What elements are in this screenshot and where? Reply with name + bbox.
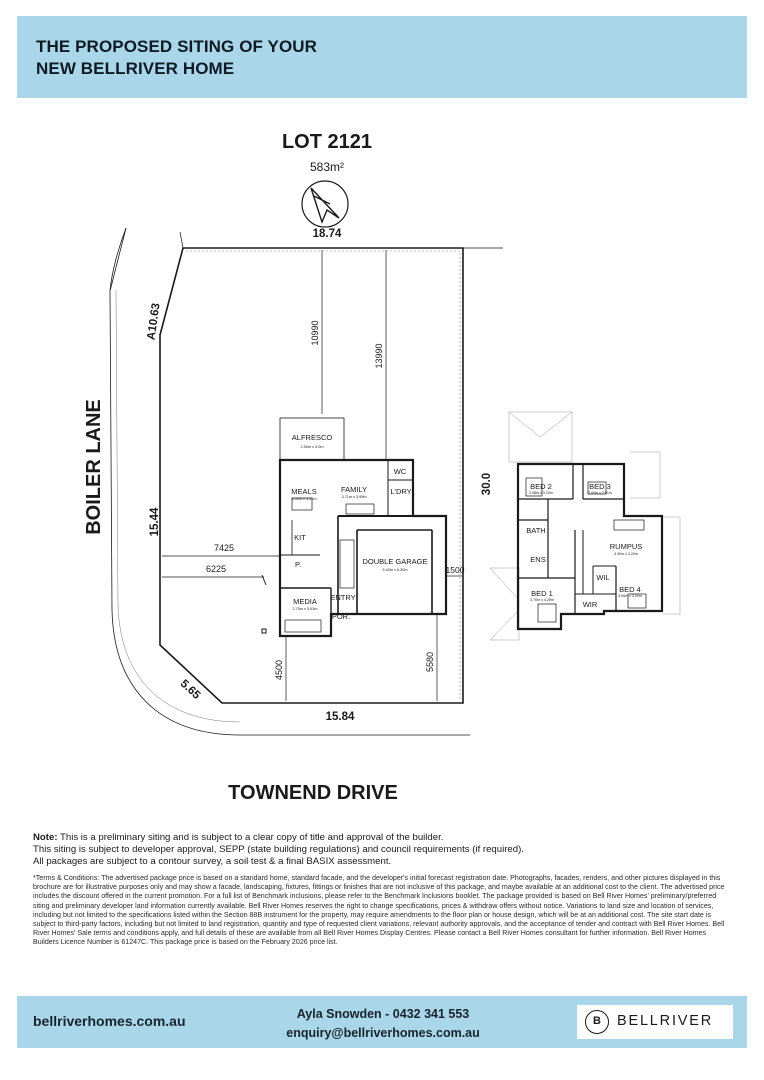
room-double-garage: DOUBLE GARAGE <box>362 557 428 566</box>
setback-front-1: 4500 <box>274 659 284 681</box>
footer-website-link[interactable]: bellriverhomes.com.au <box>33 1013 186 1029</box>
room-bed4-size: 3.00m x 3.00m <box>618 594 642 598</box>
note-line-2: This siting is subject to developer approval, SEPP (state building regulations) and council requirements (if required). <box>33 844 524 855</box>
footer-contact <box>263 1005 503 1043</box>
room-bed1: BED 1 <box>531 589 553 598</box>
room-por: POR. <box>331 612 351 621</box>
header-band <box>17 16 747 98</box>
room-alfresco-size: 2.50m x 3.0m <box>300 445 324 449</box>
logo-mark-icon: B <box>585 1010 609 1034</box>
room-bed4: BED 4 <box>619 585 641 594</box>
note-text: This is a preliminary siting and is subject to a clear copy of title and approval of the builder. <box>57 832 444 843</box>
note-label: Note: <box>33 832 58 843</box>
setback-rear-2: 13990 <box>374 343 384 369</box>
room-pantry: P. <box>294 560 302 569</box>
room-media: MEDIA <box>293 597 317 606</box>
setback-side-1: 7425 <box>213 543 235 553</box>
room-media-size: 2.70m x 3.53m <box>292 607 318 611</box>
room-entry: ENTRY <box>330 593 356 602</box>
room-rumpus-size: 4.40m x 3.20m <box>614 552 638 556</box>
dim-bottom: 15.84 <box>325 711 355 723</box>
contact-name-phone[interactable]: Ayla Snowden - 0432 341 553 <box>296 1007 470 1021</box>
logo-text: BELLRIVER <box>617 1013 713 1029</box>
footer-band <box>17 996 747 1048</box>
room-ens: ENS <box>530 555 546 564</box>
lot-boundary <box>160 248 463 703</box>
dim-top: 18.74 <box>312 228 342 240</box>
setback-front-2: 5580 <box>425 651 435 673</box>
lot-title: LOT 2121 <box>281 131 373 153</box>
room-bed3-size: 3.00m x 2.91m <box>588 491 612 495</box>
room-bed2: BED 2 <box>530 482 552 491</box>
street-boiler-lane: BOILER LANE <box>83 399 105 535</box>
lot-area: 583m² <box>309 160 345 174</box>
note-line-1 <box>33 832 733 844</box>
room-rumpus: RUMPUS <box>609 542 643 551</box>
north-arrow-icon <box>302 181 348 227</box>
title-line-2: NEW BELLRIVER HOME <box>36 59 235 78</box>
room-ldry: L'DRY <box>390 487 412 496</box>
room-alfresco: ALFRESCO <box>291 433 333 442</box>
room-bed3: BED 3 <box>589 482 611 491</box>
note-line-3: All packages are subject to a contour survey, a soil test & a final BASIX assessment. <box>33 856 392 867</box>
room-meals-size: 3.00m x 3.51m <box>291 497 317 501</box>
room-bath: BATH <box>526 526 546 535</box>
dim-right: 30.0 <box>481 472 493 496</box>
room-kit: KIT <box>294 533 306 542</box>
neighbour-line-top <box>180 232 183 248</box>
lot-boundary-hatch <box>186 251 460 700</box>
room-family: FAMILY <box>340 485 368 494</box>
setback-rear-1: 10990 <box>310 320 320 346</box>
page-title <box>36 36 317 80</box>
street-townend-drive: TOWNEND DRIVE <box>228 782 398 804</box>
setback-side-2: 6225 <box>205 564 227 574</box>
room-bed2-size: 2.98m x 3.20m <box>529 491 553 495</box>
bellriver-logo <box>577 1005 733 1039</box>
dim-left-upper: A10.63 <box>145 302 163 341</box>
dim-left-lower: 15.44 <box>149 507 161 537</box>
room-bed1-size: 3.70m x 4.29m <box>530 598 554 602</box>
title-line-1: THE PROPOSED SITING OF YOUR <box>36 37 318 56</box>
ground-floor-plan <box>262 418 446 636</box>
room-wir: WIR <box>582 600 598 609</box>
terms-and-conditions: *Terms & Conditions: The advertised package price is based on a standard home, standard facade, and the developer's initial forecast registration date. Photographs, facades, renders, and other pictures displayed in this brochure are for illustrative purposes only and may show a facade, landscaping, fixtures, fittings or finishes that are not inclusive of this package, and maybe available at an additional cost to the client. The advertised price includes the discount offered in the current promotion. For a full list of Benchmark inclusions, please refer to the Benchmark Inclusions booklet. The package provided is based on Bell River Homes' preliminary/preferred siting and preliminary developer land information currently available. Bell River Homes reserves the right to change specifications, prices & withdraw offers without notice. Variations to land size and location of services, including but not limited to the specifications listed within the Section 88B instrument for the property, may require amendments to the floor plan or house design, which will be at an additional cost. The site start date is subject to third-party factors, including but not limited to land registration, quantity and type of requested client variations, relevant authority approvals, and the acceptance of tender and contract with Bell River Homes. Bell River Homes' Sale terms and conditions apply, and full details of these are available from all Bell River Homes Display Centres. Please contact a Bell River Homes consultant for further information. Bell River Homes Builders Licence Number is 61247C. This package price is based on the February 2026 price list. <box>33 874 725 947</box>
room-family-size: 3.71m x 3.95m <box>341 495 367 499</box>
road-kerb-left <box>110 228 470 735</box>
room-meals: MEALS <box>291 487 317 496</box>
room-wil: WIL <box>596 573 610 582</box>
road-kerb-inner <box>116 290 240 722</box>
room-wc: WC <box>393 467 407 476</box>
notes-section <box>33 832 733 948</box>
contact-email[interactable]: enquiry@bellriverhomes.com.au <box>286 1026 480 1040</box>
site-plan <box>0 100 764 820</box>
room-garage-size: 5.40m x 6.30m <box>382 568 408 572</box>
dim-corner: 5.65 <box>177 677 203 702</box>
setback-side-right: 1500 <box>445 565 465 575</box>
